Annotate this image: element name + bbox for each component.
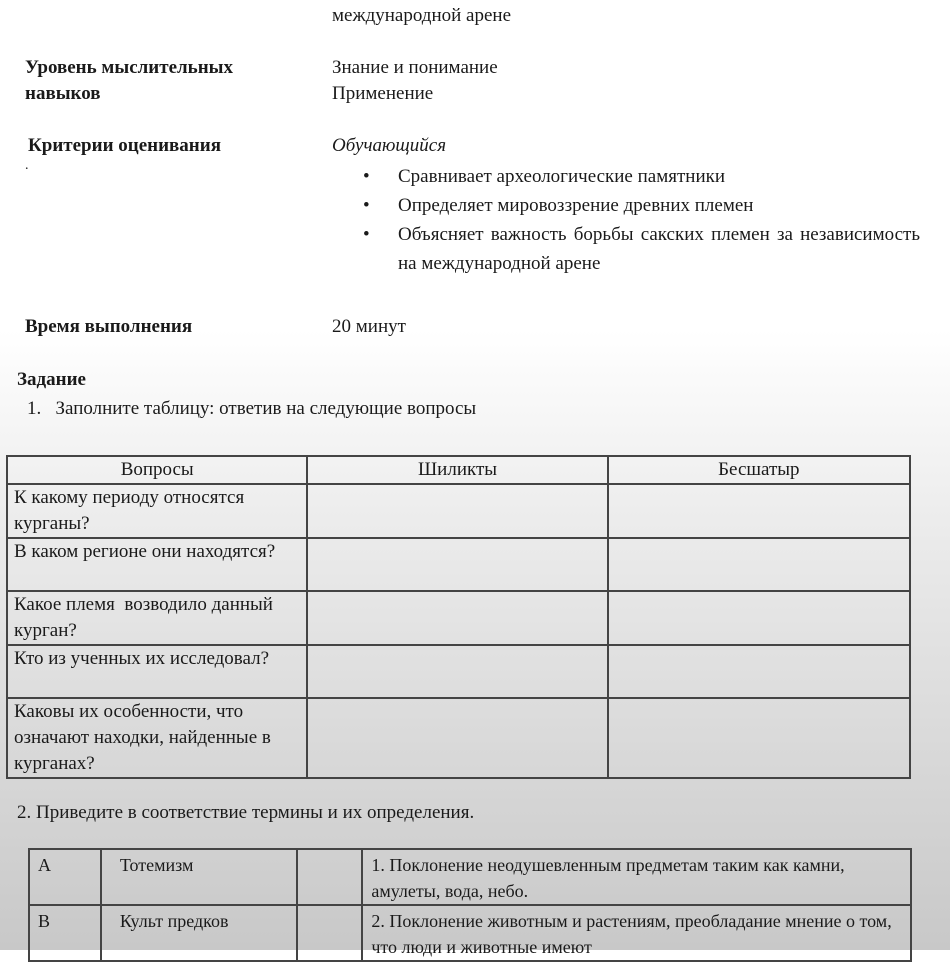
answer-cell-besshatyr[interactable]	[608, 698, 910, 778]
table-row	[7, 591, 910, 645]
match-letter: A	[29, 849, 101, 905]
match-answer-cell[interactable]	[297, 849, 363, 905]
answer-cell-shilikty[interactable]	[307, 484, 607, 538]
match-term: Культ предков	[101, 905, 297, 961]
table-row	[29, 905, 911, 961]
answer-cell-shilikty[interactable]	[307, 645, 607, 698]
criteria-label: Критерии оценивания	[28, 135, 221, 156]
table-row	[29, 849, 911, 905]
answer-cell-besshatyr[interactable]	[608, 538, 910, 591]
skills-value-2: Применение	[332, 83, 434, 104]
table-row	[7, 538, 910, 591]
criteria-dot: .	[25, 158, 29, 173]
task-heading: Задание	[17, 369, 86, 390]
question-cell: Каковы их особенности, что означают находки, найденные в курганах?	[7, 698, 307, 778]
match-definition: 1. Поклонение неодушевленным предметам таким как камни, амулеты, вода, небо.	[362, 849, 911, 905]
table-row	[7, 484, 910, 538]
answer-cell-shilikty[interactable]	[307, 698, 607, 778]
topic-tail: международной арене	[332, 5, 512, 26]
match-letter: B	[29, 905, 101, 961]
question-cell: В каком регионе они находятся?	[7, 538, 307, 591]
match-term: Тотемизм	[101, 849, 297, 905]
answer-cell-besshatyr[interactable]	[608, 484, 910, 538]
criteria-item: • Сравнивает археологические памятники	[398, 162, 920, 191]
time-value: 20 минут	[332, 316, 406, 337]
table-header-row	[7, 456, 910, 484]
answer-cell-besshatyr[interactable]	[608, 591, 910, 645]
question-cell: Какое племя возводило данный курган?	[7, 591, 307, 645]
answer-cell-shilikty[interactable]	[307, 538, 607, 591]
task-item-2: 2. Приведите в соответствие термины и их определения.	[17, 802, 475, 823]
question-cell: К какому периоду относятся курганы?	[7, 484, 307, 538]
question-cell: Кто из ученных их исследовал?	[7, 645, 307, 698]
skills-value-1: Знание и понимание	[332, 57, 498, 78]
criteria-list	[398, 162, 920, 278]
match-table	[28, 848, 912, 962]
task-item-1: 1. Заполните таблицу: ответив на следующие вопросы	[27, 398, 477, 419]
column-header-questions: Вопросы	[7, 456, 307, 484]
criteria-item: • Объясняет важность борьбы сакских племен за независимость на международной арене	[398, 220, 920, 278]
answer-cell-shilikty[interactable]	[307, 591, 607, 645]
table-row	[7, 698, 910, 778]
match-answer-cell[interactable]	[297, 905, 363, 961]
answer-cell-besshatyr[interactable]	[608, 645, 910, 698]
table-row	[7, 645, 910, 698]
column-header-shilikty: Шиликты	[307, 456, 607, 484]
column-header-besshatyr: Бесшатыр	[608, 456, 910, 484]
skills-label: Уровень мыслительных навыков	[25, 57, 233, 104]
match-definition: 2. Поклонение животным и растениям, преобладание мнение о том, что люди и животные имеют	[362, 905, 911, 961]
question-table	[6, 455, 911, 779]
criteria-item: • Определяет мировоззрение древних племен	[398, 191, 920, 220]
criteria-intro: Обучающийся	[332, 135, 447, 156]
time-label: Время выполнения	[25, 316, 193, 337]
